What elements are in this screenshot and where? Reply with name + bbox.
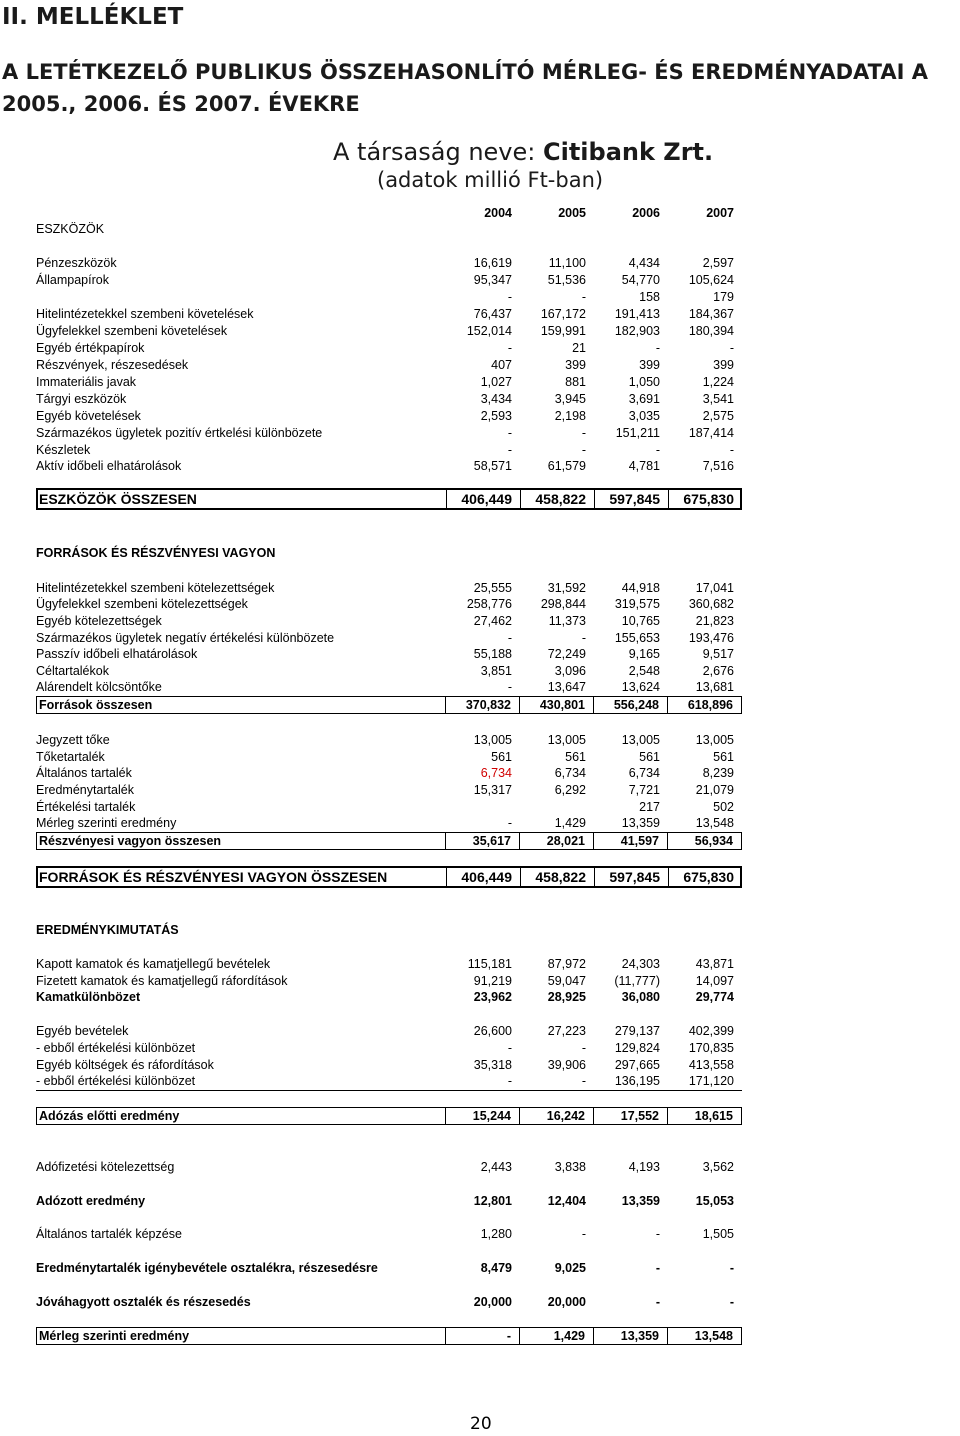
company-label: A társaság neve: (333, 138, 543, 166)
cell-2007: 675,830 (683, 869, 734, 885)
row-label: Származékos ügyletek negatív értékelési különbözete (36, 631, 335, 645)
cell-2005: 13,647 (547, 680, 586, 694)
cell-2004: - (507, 443, 512, 457)
cell-2007: 675,830 (683, 491, 734, 507)
row-label: Adófizetési kötelezettség (36, 1160, 175, 1174)
table-row (36, 815, 742, 833)
cell-2006: 217 (639, 800, 660, 814)
row-label: Alárendelt kölcsöntőke (36, 680, 162, 694)
row-label: Források összesen (39, 698, 153, 712)
cell-2005: 16,242 (546, 1109, 585, 1123)
cell-2006: (11,777) (614, 974, 660, 988)
cell-2004: - (507, 816, 512, 830)
table-row (36, 596, 742, 613)
row-label: Tárgyi eszközök (36, 392, 127, 406)
cell-2006: 13,005 (621, 733, 660, 747)
row-label: Kapott kamatok és kamatjellegű bevételek (36, 957, 271, 971)
cell-2005: 20,000 (547, 1295, 586, 1309)
cell-2004: 15,244 (472, 1109, 511, 1123)
row-label: Ügyfelekkel szembeni kötelezettségek (36, 597, 248, 611)
table-row (36, 782, 742, 799)
cell-2006: 41,597 (620, 834, 659, 848)
cell-2007: 15,053 (695, 1194, 734, 1208)
row-label: Egyéb költségek és ráfordítások (36, 1058, 214, 1072)
cell-2005: 881 (565, 375, 586, 389)
cell-2005: 298,844 (540, 597, 586, 611)
cell-2004: - (507, 1041, 512, 1055)
cell-2005: 27,223 (547, 1024, 586, 1038)
cell-2004: - (507, 426, 512, 440)
cell-2005: 430,801 (539, 698, 585, 712)
cell-2004: 3,434 (480, 392, 512, 406)
cell-2007: 2,676 (702, 664, 734, 678)
cell-2005: 72,249 (547, 647, 586, 661)
table-row (36, 989, 742, 1006)
cell-2006: 10,765 (621, 614, 660, 628)
cell-2004: - (507, 631, 512, 645)
table-row (36, 323, 742, 340)
cell-2004: - (506, 1329, 511, 1343)
table-row (36, 580, 742, 597)
table-row (36, 425, 742, 442)
row-label: ESZKÖZÖK ÖSSZESEN (39, 491, 197, 507)
cell-2007: 180,394 (688, 324, 734, 338)
cell-2004: 258,776 (466, 597, 512, 611)
cell-2007: 2,597 (702, 256, 734, 270)
cell-2006: 191,413 (614, 307, 660, 321)
cell-2006: - (655, 1295, 660, 1309)
cell-2007: 502 (713, 800, 734, 814)
row-label: Kamatkülönbözet (36, 990, 141, 1004)
table-row (36, 340, 742, 357)
cell-2007: 360,682 (688, 597, 734, 611)
row-label: Aktív időbeli elhatárolások (36, 459, 182, 473)
table-row (36, 663, 742, 680)
cell-2006: 561 (639, 750, 660, 764)
row-label: Állampapírok (36, 273, 109, 287)
cell-2004-highlighted: 6,734 (480, 766, 512, 780)
cell-2005: 159,991 (540, 324, 586, 338)
row-label: Fizetett kamatok és kamatjellegű ráfordítások (36, 974, 288, 988)
cell-2005: 9,025 (554, 1261, 586, 1275)
cell-2007: 1,505 (702, 1227, 734, 1241)
row-label: Jóváhagyott osztalék és részesedés (36, 1295, 251, 1309)
cell-2006: 36,080 (621, 990, 660, 1004)
cell-2007: 413,558 (688, 1058, 734, 1072)
cell-2005: 87,972 (547, 957, 586, 971)
row-label: Passzív időbeli elhatárolások (36, 647, 198, 661)
row-label: Mérleg szerinti eredmény (39, 1329, 190, 1343)
cell-2006: 597,845 (609, 869, 660, 885)
cell-2006: 9,165 (628, 647, 660, 661)
cell-2004: - (507, 1074, 512, 1088)
cell-2005: 61,579 (547, 459, 586, 473)
table-row (36, 749, 742, 766)
cell-2007: 13,548 (694, 1329, 733, 1343)
row-label: FORRÁSOK ÉS RÉSZVÉNYESI VAGYON (36, 546, 276, 560)
year-header-row (36, 205, 742, 222)
row-label: Egyéb követelések (36, 409, 141, 423)
table-row (36, 255, 742, 272)
year-header: 2004 (484, 206, 512, 220)
cell-2006: 151,211 (615, 426, 660, 440)
cell-2005: 51,536 (547, 273, 586, 287)
row-label: Céltartalékok (36, 664, 109, 678)
cell-2004: 20,000 (473, 1295, 512, 1309)
year-header: 2005 (558, 206, 586, 220)
cell-2004: 91,219 (473, 974, 512, 988)
cell-2005: - (581, 1227, 586, 1241)
cell-2004: 23,962 (473, 990, 512, 1004)
table-row (36, 306, 742, 323)
table-row (36, 1294, 742, 1311)
cell-2005: 28,021 (546, 834, 585, 848)
cell-2007: 561 (713, 750, 734, 764)
cell-2006: 4,434 (628, 256, 660, 270)
cell-2007: 14,097 (695, 974, 734, 988)
cell-2005: 399 (565, 358, 586, 372)
table-row (36, 1040, 742, 1057)
cell-2007: 8,239 (702, 766, 734, 780)
table-row (36, 1226, 742, 1243)
cell-2006: 279,137 (614, 1024, 660, 1038)
cell-2004: 370,832 (465, 698, 511, 712)
cell-2006: - (655, 443, 660, 457)
row-label: Részvények, részesedések (36, 358, 189, 372)
subtotal-row (36, 696, 742, 714)
table-row (36, 765, 742, 782)
row-label: Értékelési tartalék (36, 800, 136, 814)
table-row (36, 679, 742, 697)
cell-2006: 1,050 (628, 375, 660, 389)
row-label: Hitelintézetekkel szembeni követelések (36, 307, 254, 321)
subtotal-row (36, 832, 742, 850)
cell-2007: 21,823 (695, 614, 734, 628)
row-label: - ebből értékelési különbözet (36, 1074, 196, 1088)
table-row (36, 630, 742, 647)
final-result-row (36, 1327, 742, 1345)
cell-2006: 129,824 (614, 1041, 660, 1055)
cell-2007: 56,934 (694, 834, 733, 848)
cell-2006: 556,248 (613, 698, 659, 712)
annex-heading: II. MELLÉKLET (2, 4, 184, 30)
row-label: Immateriális javak (36, 375, 137, 389)
cell-2005: 59,047 (547, 974, 586, 988)
section-heading-income (36, 922, 742, 939)
cell-2004: 35,617 (472, 834, 511, 848)
financial-table (36, 0, 742, 1436)
cell-2004: 561 (491, 750, 512, 764)
cell-2007: 184,367 (688, 307, 734, 321)
row-label: FORRÁSOK ÉS RÉSZVÉNYESI VAGYON ÖSSZESEN (39, 869, 388, 885)
row-label: Jegyzett tőke (36, 733, 110, 747)
cell-2005: 458,822 (535, 869, 586, 885)
cell-2007: - (729, 341, 734, 355)
cell-2007: 1,224 (702, 375, 734, 389)
table-row (36, 732, 742, 749)
cell-2007: 13,548 (695, 816, 734, 830)
cell-2006: 2,548 (628, 664, 660, 678)
row-label: Eredménytartalék (36, 783, 134, 797)
cell-2004: - (507, 680, 512, 694)
cell-2005: - (581, 426, 586, 440)
cell-2006: 399 (639, 358, 660, 372)
cell-2004: 152,014 (466, 324, 512, 338)
cell-2006: 13,359 (620, 1329, 659, 1343)
table-row (36, 357, 742, 374)
row-label: Pénzeszközök (36, 256, 117, 270)
row-label: Ügyfelekkel szembeni követelések (36, 324, 228, 338)
cell-2004: 406,449 (461, 869, 512, 885)
cell-2006: 4,781 (628, 459, 660, 473)
row-label: ESZKÖZÖK (36, 222, 105, 236)
cell-2004: 1,027 (480, 375, 512, 389)
cell-2005: - (581, 443, 586, 457)
row-label: Hitelintézetekkel szembeni kötelezettségek (36, 581, 275, 595)
table-row (36, 272, 742, 289)
cell-2006: 155,653 (614, 631, 660, 645)
cell-2006: 136,195 (614, 1074, 660, 1088)
cell-2005: - (581, 1074, 586, 1088)
cell-2005: 1,429 (553, 1329, 585, 1343)
row-label: EREDMÉNYKIMUTATÁS (36, 923, 179, 937)
cell-2004: 2,593 (480, 409, 512, 423)
cell-2006: 13,359 (621, 1194, 660, 1208)
cell-2007: 170,835 (688, 1041, 734, 1055)
cell-2005: 1,429 (554, 816, 586, 830)
row-label: Készletek (36, 443, 91, 457)
cell-2007: 2,575 (702, 409, 734, 423)
cell-2007: 3,541 (702, 392, 734, 406)
cell-2005: 39,906 (547, 1058, 586, 1072)
cell-2005: 561 (565, 750, 586, 764)
section-heading-assets (36, 221, 742, 238)
cell-2006: 4,193 (628, 1160, 660, 1174)
row-label: Tőketartalék (36, 750, 105, 764)
cell-2007: 13,005 (695, 733, 734, 747)
cell-2005: 31,592 (547, 581, 586, 595)
row-label: Mérleg szerinti eredmény (36, 816, 177, 830)
cell-2007: 43,871 (695, 957, 734, 971)
row-label: Egyéb értékpapírok (36, 341, 145, 355)
table-row (36, 613, 742, 630)
cell-2005: 21 (572, 341, 586, 355)
page-title: A LETÉTKEZELŐ PUBLIKUS ÖSSZEHASONLÍTÓ MÉRLEG- ÉS EREDMÉNYADATAI A 2005., 2006. ÉS 2007. ÉVEKRE (2, 60, 928, 116)
cell-2005: 11,100 (548, 256, 586, 270)
cell-2007: 193,476 (688, 631, 734, 645)
cell-2006: 13,359 (621, 816, 660, 830)
cell-2007: 187,414 (688, 426, 734, 440)
table-row (36, 1023, 742, 1040)
cell-2007: 3,562 (702, 1160, 734, 1174)
total-assets-row (36, 488, 742, 510)
cell-2005: 2,198 (554, 409, 586, 423)
section-heading-liabilities (36, 545, 742, 562)
pretax-profit-row (36, 1107, 742, 1125)
cell-2007: 13,681 (695, 680, 734, 694)
cell-2004: - (507, 290, 512, 304)
cell-2007: 21,079 (695, 783, 734, 797)
cell-2004: - (507, 341, 512, 355)
cell-2004: 12,801 (473, 1194, 512, 1208)
table-row (36, 289, 742, 306)
cell-2005: 3,838 (554, 1160, 586, 1174)
cell-2004: 2,443 (480, 1160, 512, 1174)
cell-2004: 3,851 (480, 664, 512, 678)
year-header: 2007 (706, 206, 734, 220)
cell-2006: 158 (639, 290, 660, 304)
cell-2006: 3,035 (628, 409, 660, 423)
row-label: Adózott eredmény (36, 1194, 146, 1208)
cell-2005: 28,925 (547, 990, 586, 1004)
cell-2004: 15,317 (473, 783, 512, 797)
cell-2006: - (655, 1261, 660, 1275)
cell-2007: - (729, 1261, 734, 1275)
table-row (36, 1159, 742, 1176)
cell-2004: 16,619 (473, 256, 512, 270)
cell-2006: 182,903 (614, 324, 660, 338)
company-name: Citibank Zrt. (542, 138, 714, 166)
row-label: Általános tartalék képzése (36, 1227, 182, 1241)
cell-2006: - (655, 341, 660, 355)
cell-2006: 17,552 (620, 1109, 659, 1123)
cell-2006: 24,303 (621, 957, 660, 971)
row-label: Eredménytartalék igénybevétele osztalékra, részesedésre (36, 1261, 378, 1275)
cell-2007: 402,399 (688, 1024, 734, 1038)
cell-2004: 58,571 (473, 459, 512, 473)
row-label: Adózás előtti eredmény (39, 1109, 180, 1123)
cell-2007: 399 (713, 358, 734, 372)
cell-2004: 406,449 (461, 491, 512, 507)
row-label: - ebből értékelési különbözet (36, 1041, 196, 1055)
cell-2005: 6,734 (554, 766, 586, 780)
cell-2005: 3,096 (554, 664, 586, 678)
cell-2006: 297,665 (614, 1058, 660, 1072)
cell-2007: 105,624 (688, 273, 734, 287)
table-row (36, 1057, 742, 1074)
cell-2004: 115,181 (467, 957, 512, 971)
cell-2004: 35,318 (473, 1058, 512, 1072)
cell-2006: 319,575 (614, 597, 660, 611)
cell-2007: - (729, 1295, 734, 1309)
cell-2004: 407 (491, 358, 512, 372)
row-label: Egyéb kötelezettségek (36, 614, 162, 628)
cell-2005: 13,005 (547, 733, 586, 747)
cell-2004: 13,005 (473, 733, 512, 747)
total-liabilities-row (36, 866, 742, 888)
cell-2004: 27,462 (473, 614, 512, 628)
cell-2006: 13,624 (621, 680, 660, 694)
cell-2004: 1,280 (480, 1227, 512, 1241)
cell-2006: 7,721 (628, 783, 660, 797)
cell-2006: 597,845 (609, 491, 660, 507)
cell-2006: 3,691 (628, 392, 660, 406)
table-row (36, 458, 742, 475)
table-row (36, 391, 742, 408)
row-label: Származékos ügyletek pozitív értkelési különbözete (36, 426, 323, 440)
cell-2005: 6,292 (554, 783, 586, 797)
cell-2006: - (655, 1227, 660, 1241)
table-row (36, 442, 742, 459)
cell-2007: 17,041 (695, 581, 734, 595)
row-label: Részvényesi vagyon összesen (39, 834, 222, 848)
cell-2007: 7,516 (702, 459, 734, 473)
cell-2006: 6,734 (628, 766, 660, 780)
page-number: 20 (470, 1414, 492, 1434)
cell-2007: 9,517 (702, 647, 734, 661)
cell-2007: 171,120 (688, 1074, 734, 1088)
cell-2006: 44,918 (621, 581, 660, 595)
row-label: Egyéb bevételek (36, 1024, 129, 1038)
cell-2005: 12,404 (547, 1194, 586, 1208)
table-row (36, 1193, 742, 1210)
row-label: Általános tartalék (36, 766, 132, 780)
table-row (36, 1073, 742, 1091)
cell-2004: 26,600 (473, 1024, 512, 1038)
units-note: (adatok millió Ft-ban) (377, 168, 604, 192)
cell-2007: 18,615 (694, 1109, 733, 1123)
table-row (36, 956, 742, 973)
cell-2007: - (729, 443, 734, 457)
cell-2004: 8,479 (480, 1261, 512, 1275)
cell-2005: 3,945 (554, 392, 586, 406)
cell-2004: 25,555 (473, 581, 512, 595)
cell-2005: 458,822 (535, 491, 586, 507)
table-row (36, 408, 742, 425)
cell-2005: - (581, 1041, 586, 1055)
cell-2005: - (581, 631, 586, 645)
cell-2005: 167,172 (540, 307, 586, 321)
cell-2005: - (581, 290, 586, 304)
cell-2004: 95,347 (473, 273, 512, 287)
cell-2004: 55,188 (473, 647, 512, 661)
table-row (36, 799, 742, 816)
cell-2007: 179 (713, 290, 734, 304)
cell-2006: 54,770 (621, 273, 660, 287)
table-row (36, 1260, 742, 1277)
table-row (36, 646, 742, 663)
table-row (36, 374, 742, 391)
cell-2007: 618,896 (687, 698, 733, 712)
table-row (36, 973, 742, 990)
cell-2005: 11,373 (548, 614, 586, 628)
cell-2004: 76,437 (473, 307, 512, 321)
year-header: 2006 (632, 206, 660, 220)
cell-2007: 29,774 (695, 990, 734, 1004)
